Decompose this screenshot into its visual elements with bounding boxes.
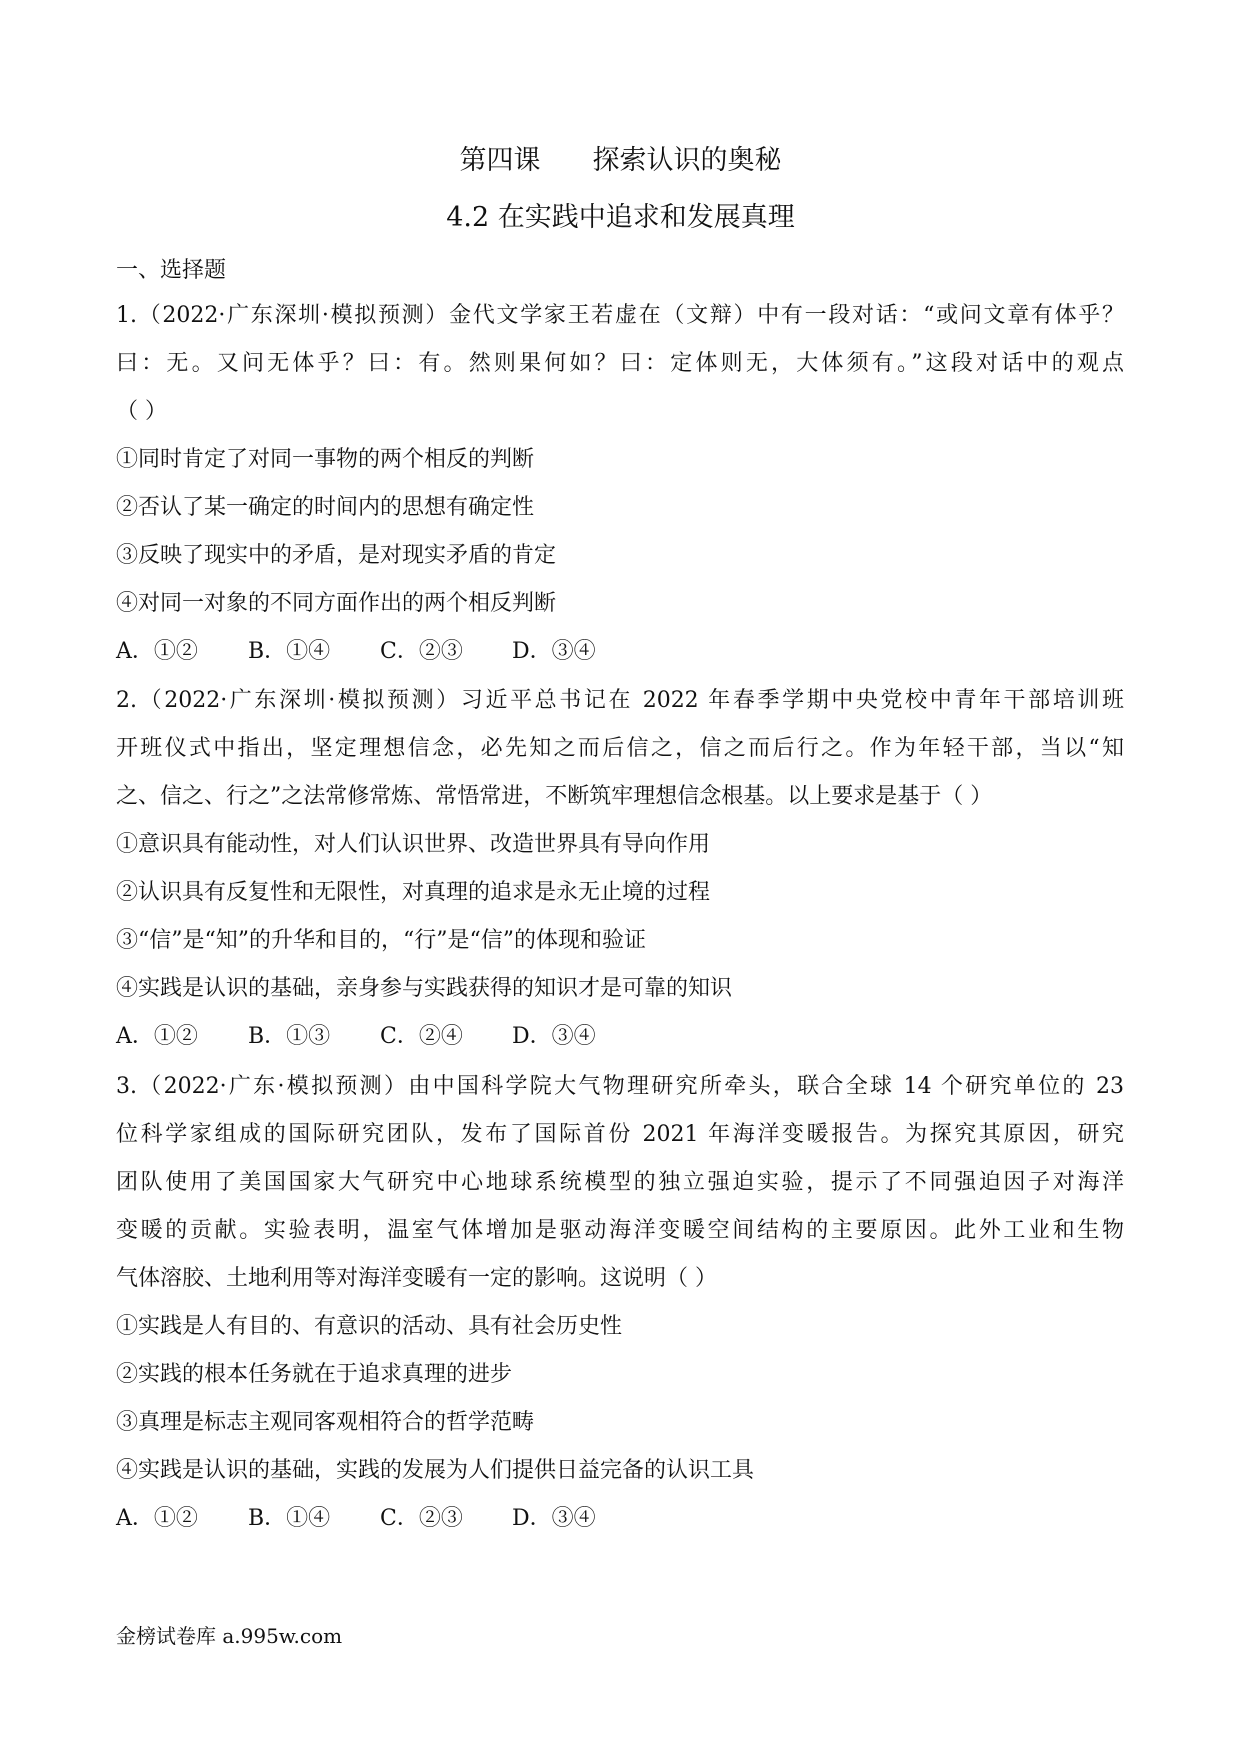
choice-c: C．②③ — [380, 1506, 463, 1531]
question-stem-line: 之、信之、行之”之法常修常炼、常悟常进，不断筑牢理想信念根基。以上要求是基于（ ） — [116, 784, 993, 809]
question-option: ②实践的根本任务就在于追求真理的进步 — [116, 1362, 513, 1387]
question-stem-line: （ ） — [116, 399, 167, 424]
question-option: ③真理是标志主观同客观相符合的哲学范畴 — [116, 1410, 535, 1435]
choice-d: D．③④ — [512, 639, 596, 664]
choice-a: A．①② — [116, 639, 198, 664]
question-option: ②认识具有反复性和无限性，对真理的追求是永无止境的过程 — [116, 880, 711, 905]
question-option: ④实践是认识的基础，实践的发展为人们提供日益完备的认识工具 — [116, 1458, 755, 1483]
question-stem-line: 气体溶胶、土地利用等对海洋变暖有一定的影响。这说明（ ） — [116, 1266, 717, 1291]
choice-b: B．①④ — [248, 639, 331, 664]
footer-watermark: 金榜试卷库 a.995w.com — [116, 1624, 343, 1648]
choice-a: A．①② — [116, 1024, 198, 1049]
question-stem-line: 曰：无。又问无体乎？曰：有。然则果何如？曰：定体则无，大体须有。”这段对话中的观点 — [116, 351, 1124, 376]
lesson-subtitle: 4.2 在实践中追求和发展真理 — [446, 202, 795, 233]
question-option: ①实践是人有目的、有意识的活动、具有社会历史性 — [116, 1314, 623, 1339]
section-heading: 一、选择题 — [116, 258, 227, 283]
question-option: ④对同一对象的不同方面作出的两个相反判断 — [116, 591, 557, 616]
question-option: ①意识具有能动性，对人们认识世界、改造世界具有导向作用 — [116, 832, 711, 857]
question-option: ①同时肯定了对同一事物的两个相反的判断 — [116, 447, 535, 472]
lesson-title — [0, 143, 1241, 179]
lesson-topic: 探索认识的奥秘 — [592, 145, 782, 176]
question-stem-line: 1.（2022·广东深圳·模拟预测）金代文学家王若虚在（文辩）中有一段对话：“或问文章有体乎？ — [116, 303, 1124, 328]
question-2 — [116, 677, 1124, 1061]
question-option: ③“信”是“知”的升华和目的，“行”是“信”的体现和验证 — [116, 928, 646, 953]
question-stem-line: 2.（2022·广东深圳·模拟预测）习近平总书记在 2022 年春季学期中央党校中青年干部培训班 — [116, 688, 1124, 713]
question-option: ③反映了现实中的矛盾，是对现实矛盾的肯定 — [116, 543, 557, 568]
lesson-number: 第四课 — [459, 145, 541, 176]
choice-d: D．③④ — [512, 1024, 596, 1049]
choice-c: C．②③ — [380, 639, 463, 664]
question-stem-line: 团队使用了美国国家大气研究中心地球系统模型的独立强迫实验，提示了不同强迫因子对海洋 — [116, 1170, 1124, 1195]
question-stem-line: 位科学家组成的国际研究团队，发布了国际首份 2021 年海洋变暖报告。为探究其原因，研究 — [116, 1122, 1124, 1147]
question-stem-line: 3.（2022·广东·模拟预测）由中国科学院大气物理研究所牵头，联合全球 14 个研究单位的 23 — [116, 1074, 1124, 1099]
answer-choices — [116, 1013, 1124, 1061]
choice-c: C．②④ — [380, 1024, 463, 1049]
answer-choices — [116, 628, 1124, 676]
choice-d: D．③④ — [512, 1506, 596, 1531]
answer-choices — [116, 1495, 1124, 1543]
question-stem-line: 变暖的贡献。实验表明，温室气体增加是驱动海洋变暖空间结构的主要原因。此外工业和生物 — [116, 1218, 1124, 1243]
question-1 — [116, 292, 1124, 676]
question-option: ④实践是认识的基础，亲身参与实践获得的知识才是可靠的知识 — [116, 976, 733, 1001]
question-option: ②否认了某一确定的时间内的思想有确定性 — [116, 495, 535, 520]
question-3 — [116, 1063, 1124, 1543]
choice-b: B．①④ — [248, 1506, 331, 1531]
choice-a: A．①② — [116, 1506, 198, 1531]
choice-b: B．①③ — [248, 1024, 331, 1049]
question-stem-line: 开班仪式中指出，坚定理想信念，必先知之而后信之，信之而后行之。作为年轻干部，当以“知 — [116, 736, 1124, 761]
